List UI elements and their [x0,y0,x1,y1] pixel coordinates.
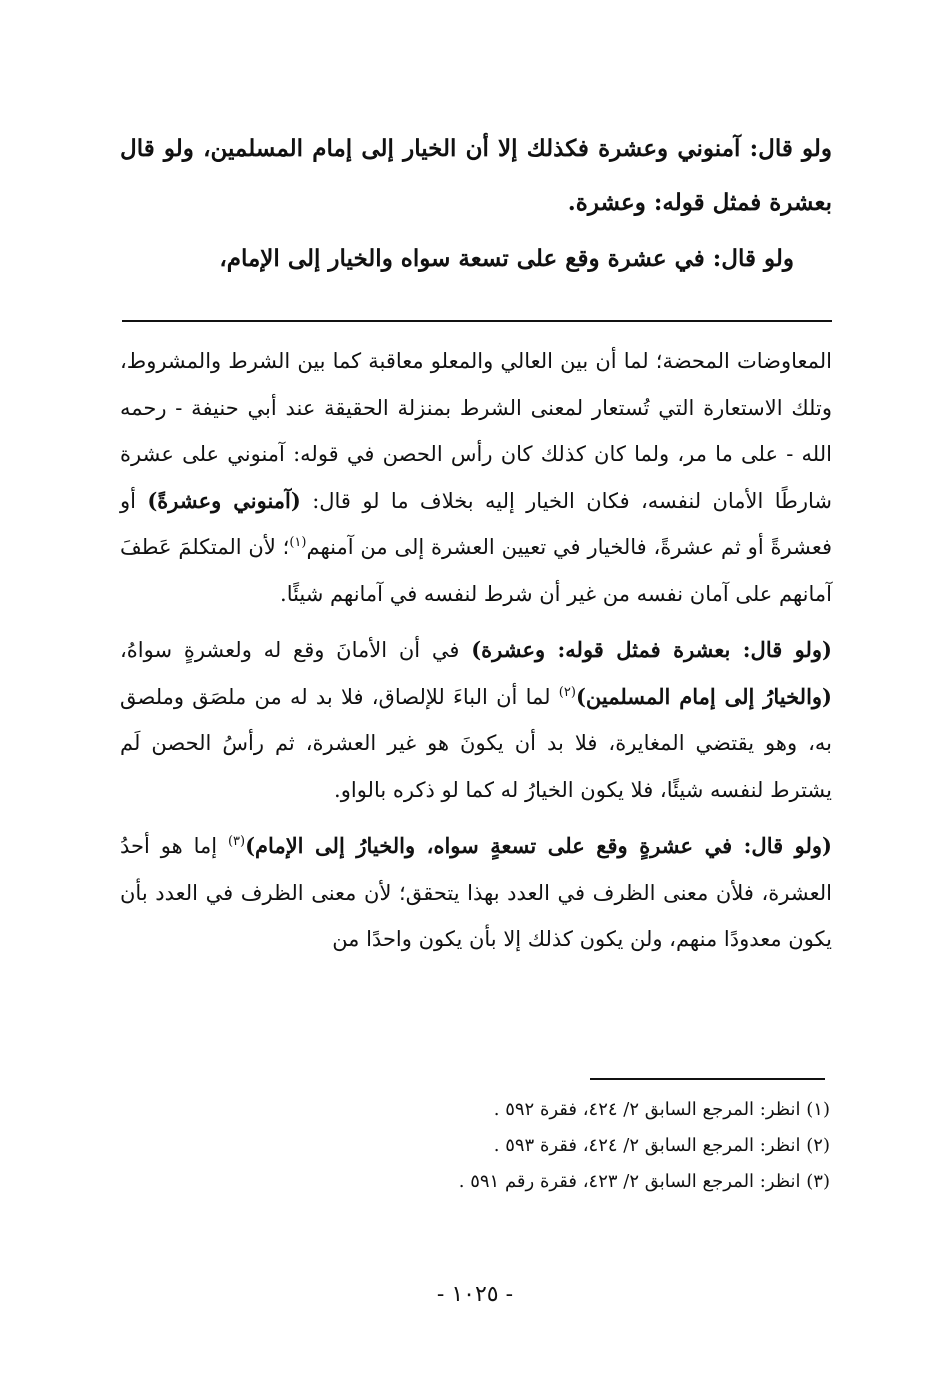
footnote-2: (٢) انظر: المرجع السابق ٢/ ٤٢٤، فقرة ٥٩٣ . [493,1135,830,1156]
quoted-matn: (والخيارُ إلى إمام المسلمين) [575,683,832,709]
main-text-paragraph-1: ولو قال: آمنوني وعشرة فكذلك إلا أن الخيار إلى إمام المسلمين، ولو قال بعشرة فمثل قوله: وعشرة. [120,135,832,216]
quoted-matn: (آمنوني وعشرةً) [147,487,301,513]
commentary-text: لما أن الباءَ للإلصاق، فلا بد له من ملصَق وملصق به، وهو يقتضي المغايرة، فلا بد أن يكونَ هو غير العشرة، ثم رأسُ الحصن لَم يشترط لنفسه شيئًا، فلا يكون الخيارُ له كما لو ذكره بالواو. [120,684,832,802]
page-number: - ١٠٢٥ - [436,1282,514,1307]
commentary-paragraph-1 [120,338,832,617]
footnote-1: (١) انظر: المرجع السابق ٢/ ٤٢٤، فقرة ٥٩٢ . [493,1099,830,1120]
commentary-block [120,338,832,973]
footnotes [300,1092,830,1200]
main-text-divider [122,320,832,322]
footnote-ref-3[interactable]: (٣) [227,834,246,849]
quoted-matn: (ولو قال: في عشرةٍ وقع على تسعةٍ سواه، والخيارُ إلى الإمام) [245,833,832,858]
quoted-matn: (ولو قال: بعشرة فمثل قوله: وعشرة) [471,637,832,662]
commentary-paragraph-2 [120,627,832,813]
footnote-ref-2[interactable]: (٢) [558,684,576,700]
commentary-text: إما هو أحدُ العشرة، فلأن معنى الظرف في العدد بهذا يتحقق؛ لأن معنى الظرف في العدد بأن يكون معدودًا منهم، ولن يكون كذلك إلا بأن يكون واحدًا من [120,834,832,951]
commentary-text: ؛ لأن المتكلمَ عَطفَ آمانهم على آمان نفسه من غير أن شرط لنفسه في آمانهم شيئًا. [120,535,832,606]
footnote-divider [590,1078,825,1080]
commentary-text: المعاوضات المحضة؛ لما أن بين العالي والمعلو معاقبة كما بين الشرط والمشروط، وتلك الاستعارة التي تُستعار لمعنى الشرط بمنزلة الحقيقة عند أبي حنيفة - رحمه الله - على ما مر، ولما كان كذلك كان رأس الحصن في قوله: آمنوني على عشرة شارطًا الأمان لنفسه، فكان الخيار إليه بخلاف ما لو قال: [120,349,832,513]
footnote-ref-1[interactable]: (١) [289,535,307,550]
commentary-text: أو فعشرةً أو ثم عشرةً، فالخيار في تعيين العشرة إلى من آمنهم [120,488,832,559]
footnote-3: (٣) انظر: المرجع السابق ٢/ ٤٢٣، فقرة رقم ٥٩١ . [458,1171,830,1192]
main-text-paragraph-2: ولو قال: في عشرة وقع على تسعة سواه والخيار إلى الإمام، [219,245,794,272]
commentary-paragraph-3 [120,823,832,963]
commentary-text: في أن الأمانَ وقع له ولعشرةٍ سواهُ، [120,638,460,662]
main-text-block [120,122,832,286]
